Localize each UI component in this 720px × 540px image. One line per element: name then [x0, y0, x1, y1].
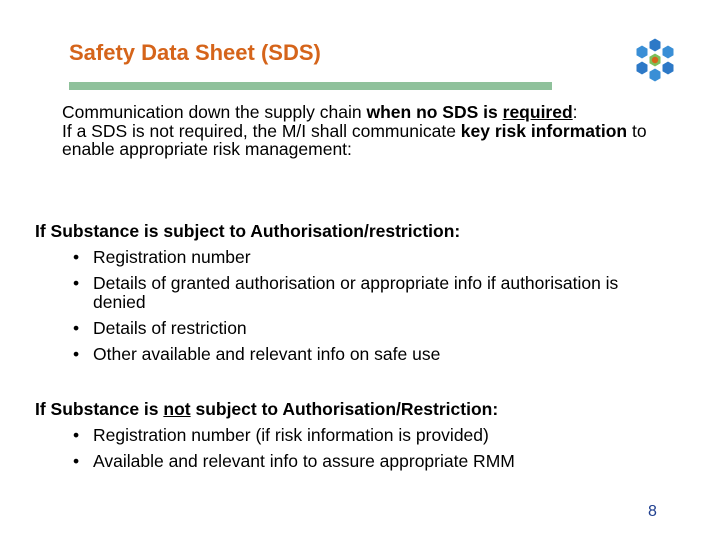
- hexagon-flower-logo-icon: [630, 36, 680, 84]
- list-item-text: Available and relevant info to assure appropriate RMM: [93, 451, 515, 471]
- heading-text-end: subject to Authorisation/Restriction:: [190, 399, 499, 419]
- no-authorisation-list: [35, 426, 675, 471]
- intro-line-1: [62, 103, 662, 122]
- heading-not-underlined: not: [163, 399, 191, 419]
- list-item-text: Registration number: [93, 247, 251, 267]
- list-item: [73, 248, 675, 267]
- no-authorisation-section: [35, 400, 675, 478]
- list-item: [73, 274, 675, 312]
- slide-title: Safety Data Sheet (SDS): [69, 40, 321, 65]
- title-underline-rule: [69, 82, 552, 90]
- no-authorisation-heading: [35, 400, 675, 419]
- intro-line-2: [62, 122, 662, 159]
- page-number: 8: [648, 503, 657, 520]
- intro-line-1-colon: :: [572, 102, 578, 122]
- bullet-icon: •: [73, 318, 80, 338]
- bullet-icon: •: [73, 344, 80, 364]
- intro-line-1-required: required: [502, 102, 573, 122]
- intro-line-2-end: to enable appropriate risk management:: [62, 120, 647, 159]
- intro-line-2-bold: key risk information: [460, 120, 628, 141]
- intro-line-2-text: If a SDS is not required, the M/I shall communicate: [62, 120, 461, 141]
- authorisation-section: [35, 222, 675, 371]
- bullet-icon: •: [73, 273, 80, 293]
- bullet-icon: •: [73, 425, 80, 445]
- list-item: [73, 319, 675, 338]
- bullet-icon: •: [73, 451, 80, 471]
- list-item-text: Details of restriction: [93, 318, 247, 338]
- intro-line-1-bold: when no SDS is: [366, 102, 498, 122]
- authorisation-heading: If Substance is subject to Authorisation/restriction:: [35, 221, 461, 241]
- intro-text: [62, 103, 662, 159]
- bullet-icon: •: [73, 247, 80, 267]
- heading-text: If Substance is: [35, 399, 164, 419]
- list-item-text: Other available and relevant info on safe use: [93, 344, 441, 364]
- list-item: [73, 452, 675, 471]
- list-item-text: Details of granted authorisation or appropriate info if authorisation is denied: [93, 273, 619, 312]
- authorisation-list: [35, 248, 675, 364]
- intro-line-1-text: Communication down the supply chain: [62, 102, 367, 122]
- list-item-text: Registration number (if risk information is provided): [93, 425, 489, 445]
- list-item: [73, 345, 675, 364]
- list-item: [73, 426, 675, 445]
